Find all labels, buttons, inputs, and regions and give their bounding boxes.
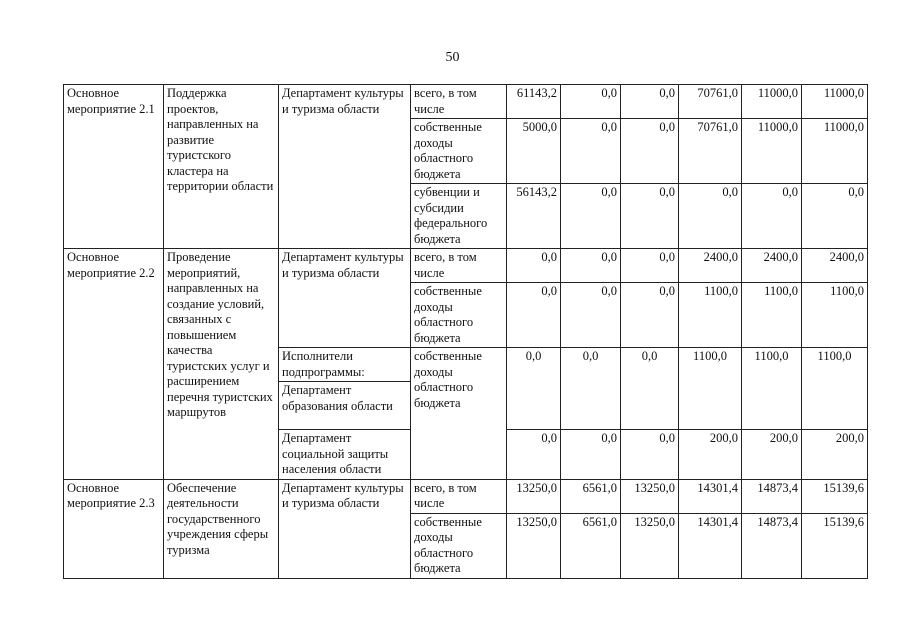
value-cell: 0,0 <box>679 184 742 249</box>
value-cell: 11000,0 <box>802 85 868 119</box>
value-cell: 0,0 <box>802 184 868 249</box>
table-row <box>64 249 868 283</box>
value-cell: 200,0 <box>802 430 868 480</box>
event-cell: Основное мероприятие 2.1 <box>64 85 164 249</box>
value-cell: 0,0 <box>561 348 621 430</box>
value-cell: 14301,4 <box>679 479 742 513</box>
value-cell: 0,0 <box>561 184 621 249</box>
source-cell: субвенции и субсидии федерального бюджета <box>411 184 507 249</box>
value-cell: 0,0 <box>561 85 621 119</box>
value-cell: 11000,0 <box>742 119 802 184</box>
value-cell: 0,0 <box>621 184 679 249</box>
value-cell: 15139,6 <box>802 479 868 513</box>
value-cell: 0,0 <box>621 119 679 184</box>
value-cell: 0,0 <box>561 430 621 480</box>
value-cell: 1100,0 <box>679 348 742 430</box>
value-cell: 0,0 <box>507 283 561 348</box>
value-cell: 0,0 <box>621 430 679 480</box>
value-cell: 1100,0 <box>742 348 802 430</box>
value-cell: 2400,0 <box>742 249 802 283</box>
executor-cell: Департамент культуры и туризма области <box>279 479 411 578</box>
value-cell: 5000,0 <box>507 119 561 184</box>
value-cell: 0,0 <box>621 85 679 119</box>
sub-executors-label: Исполнители подпрограммы: <box>279 348 411 382</box>
value-cell: 0,0 <box>561 249 621 283</box>
value-cell: 0,0 <box>621 348 679 430</box>
source-cell: всего, в том числе <box>411 85 507 119</box>
value-cell: 70761,0 <box>679 119 742 184</box>
value-cell: 15139,6 <box>802 513 868 578</box>
value-cell: 6561,0 <box>561 479 621 513</box>
source-cell: собственные доходы областного бюджета <box>411 348 507 480</box>
event-name-cell: Обеспечение деятельности государственного учреждения сферы туризма <box>164 479 279 578</box>
source-cell: собственные доходы областного бюджета <box>411 283 507 348</box>
page-number: 50 <box>445 50 460 65</box>
value-cell: 14873,4 <box>742 513 802 578</box>
value-cell: 2400,0 <box>802 249 868 283</box>
value-cell: 0,0 <box>742 184 802 249</box>
executor-cell: Департамент культуры и туризма области <box>279 249 411 348</box>
executor-cell: Департамент социальной защиты населения области <box>279 430 411 480</box>
value-cell: 0,0 <box>507 430 561 480</box>
value-cell: 14301,4 <box>679 513 742 578</box>
event-name-cell: Поддержка проектов, направленных на развитие туристского кластера на территории области <box>164 85 279 249</box>
value-cell: 0,0 <box>561 119 621 184</box>
value-cell: 14873,4 <box>742 479 802 513</box>
source-cell: собственные доходы областного бюджета <box>411 513 507 578</box>
value-cell: 61143,2 <box>507 85 561 119</box>
source-cell: всего, в том числе <box>411 249 507 283</box>
value-cell: 1100,0 <box>679 283 742 348</box>
value-cell: 200,0 <box>679 430 742 480</box>
event-cell: Основное мероприятие 2.2 <box>64 249 164 480</box>
source-cell: собственные доходы областного бюджета <box>411 119 507 184</box>
value-cell: 13250,0 <box>507 479 561 513</box>
executor-cell: Департамент культуры и туризма области <box>279 85 411 249</box>
value-cell: 1100,0 <box>802 348 868 430</box>
executor-cell: Департамент образования области <box>279 382 411 430</box>
value-cell: 11000,0 <box>742 85 802 119</box>
value-cell: 13250,0 <box>621 513 679 578</box>
value-cell: 13250,0 <box>621 479 679 513</box>
value-cell: 1100,0 <box>742 283 802 348</box>
value-cell: 1100,0 <box>802 283 868 348</box>
budget-table <box>63 84 868 579</box>
value-cell: 0,0 <box>507 249 561 283</box>
table-row <box>64 85 868 119</box>
value-cell: 6561,0 <box>561 513 621 578</box>
value-cell: 70761,0 <box>679 85 742 119</box>
value-cell: 11000,0 <box>802 119 868 184</box>
value-cell: 0,0 <box>621 249 679 283</box>
event-cell: Основное мероприятие 2.3 <box>64 479 164 578</box>
value-cell: 0,0 <box>621 283 679 348</box>
value-cell: 56143,2 <box>507 184 561 249</box>
table-row <box>64 479 868 513</box>
value-cell: 0,0 <box>561 283 621 348</box>
value-cell: 0,0 <box>507 348 561 430</box>
value-cell: 13250,0 <box>507 513 561 578</box>
value-cell: 200,0 <box>742 430 802 480</box>
value-cell: 2400,0 <box>679 249 742 283</box>
event-name-cell: Проведение мероприятий, направленных на создание условий, связанных с повышением качества туристских услуг и расширением перечня туристских маршрутов <box>164 249 279 480</box>
source-cell: всего, в том числе <box>411 479 507 513</box>
